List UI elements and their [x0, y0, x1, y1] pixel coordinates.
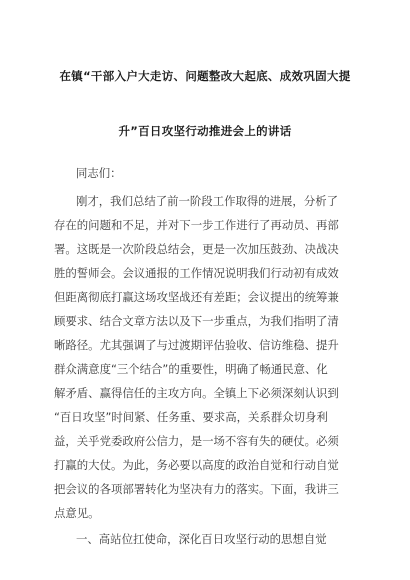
body-line: 益，关乎党委政府公信力，是一场不容有失的硬仗。必须 — [54, 434, 339, 448]
body-line: “百日攻坚”时间紧、任务重、要求高，关系群众切身利 — [54, 410, 328, 424]
body-line: 晰路径。尤其强调了与过渡期评估验收、信访维稳、提升 — [54, 338, 339, 352]
body-line: 顾要求、结合文章方法以及下一步重点，为我们指明了清 — [54, 314, 339, 328]
body-line: 群众满意度“三个结合”的重要性，明确了畅通民意、化 — [54, 362, 328, 376]
body-line: 打赢的大仗。为此，务必要以高度的政治自觉和行动自觉 — [54, 458, 339, 472]
speech-title-line-1: 在镇“干部入户大走访、问题整改大起底、成效巩固大提 — [59, 69, 351, 83]
body-line: 存在的问题和不足，并对下一步工作进行了再动员、再部 — [54, 218, 339, 232]
body-line: 但距离彻底打赢这场攻坚战还有差距；会议提出的统筹兼 — [54, 290, 339, 304]
body-line: 解矛盾、赢得信任的主攻方向。全镇上下必须深刻认识到 — [54, 386, 339, 400]
section-heading: 一、高站位扛使命，深化百日攻坚行动的思想自觉 — [76, 532, 327, 546]
body-line: 把会议的各项部署转化为坚决有力的落实。下面，我讲三 — [54, 482, 339, 496]
body-line: 胜的誓师会。会议通报的工作情况说明我们行动初有成效 — [54, 266, 339, 280]
body-line: 刚才，我们总结了前一阶段工作取得的进展，分析了 — [76, 194, 338, 208]
salutation: 同志们： — [76, 166, 122, 180]
body-line: 署。这既是一次阶段总结会，更是一次加压鼓劲、决战决 — [54, 242, 339, 256]
body-line: 点意见。 — [54, 506, 100, 520]
speech-title-line-2: 升”百日攻坚行动推进会上的讲话 — [118, 124, 292, 138]
